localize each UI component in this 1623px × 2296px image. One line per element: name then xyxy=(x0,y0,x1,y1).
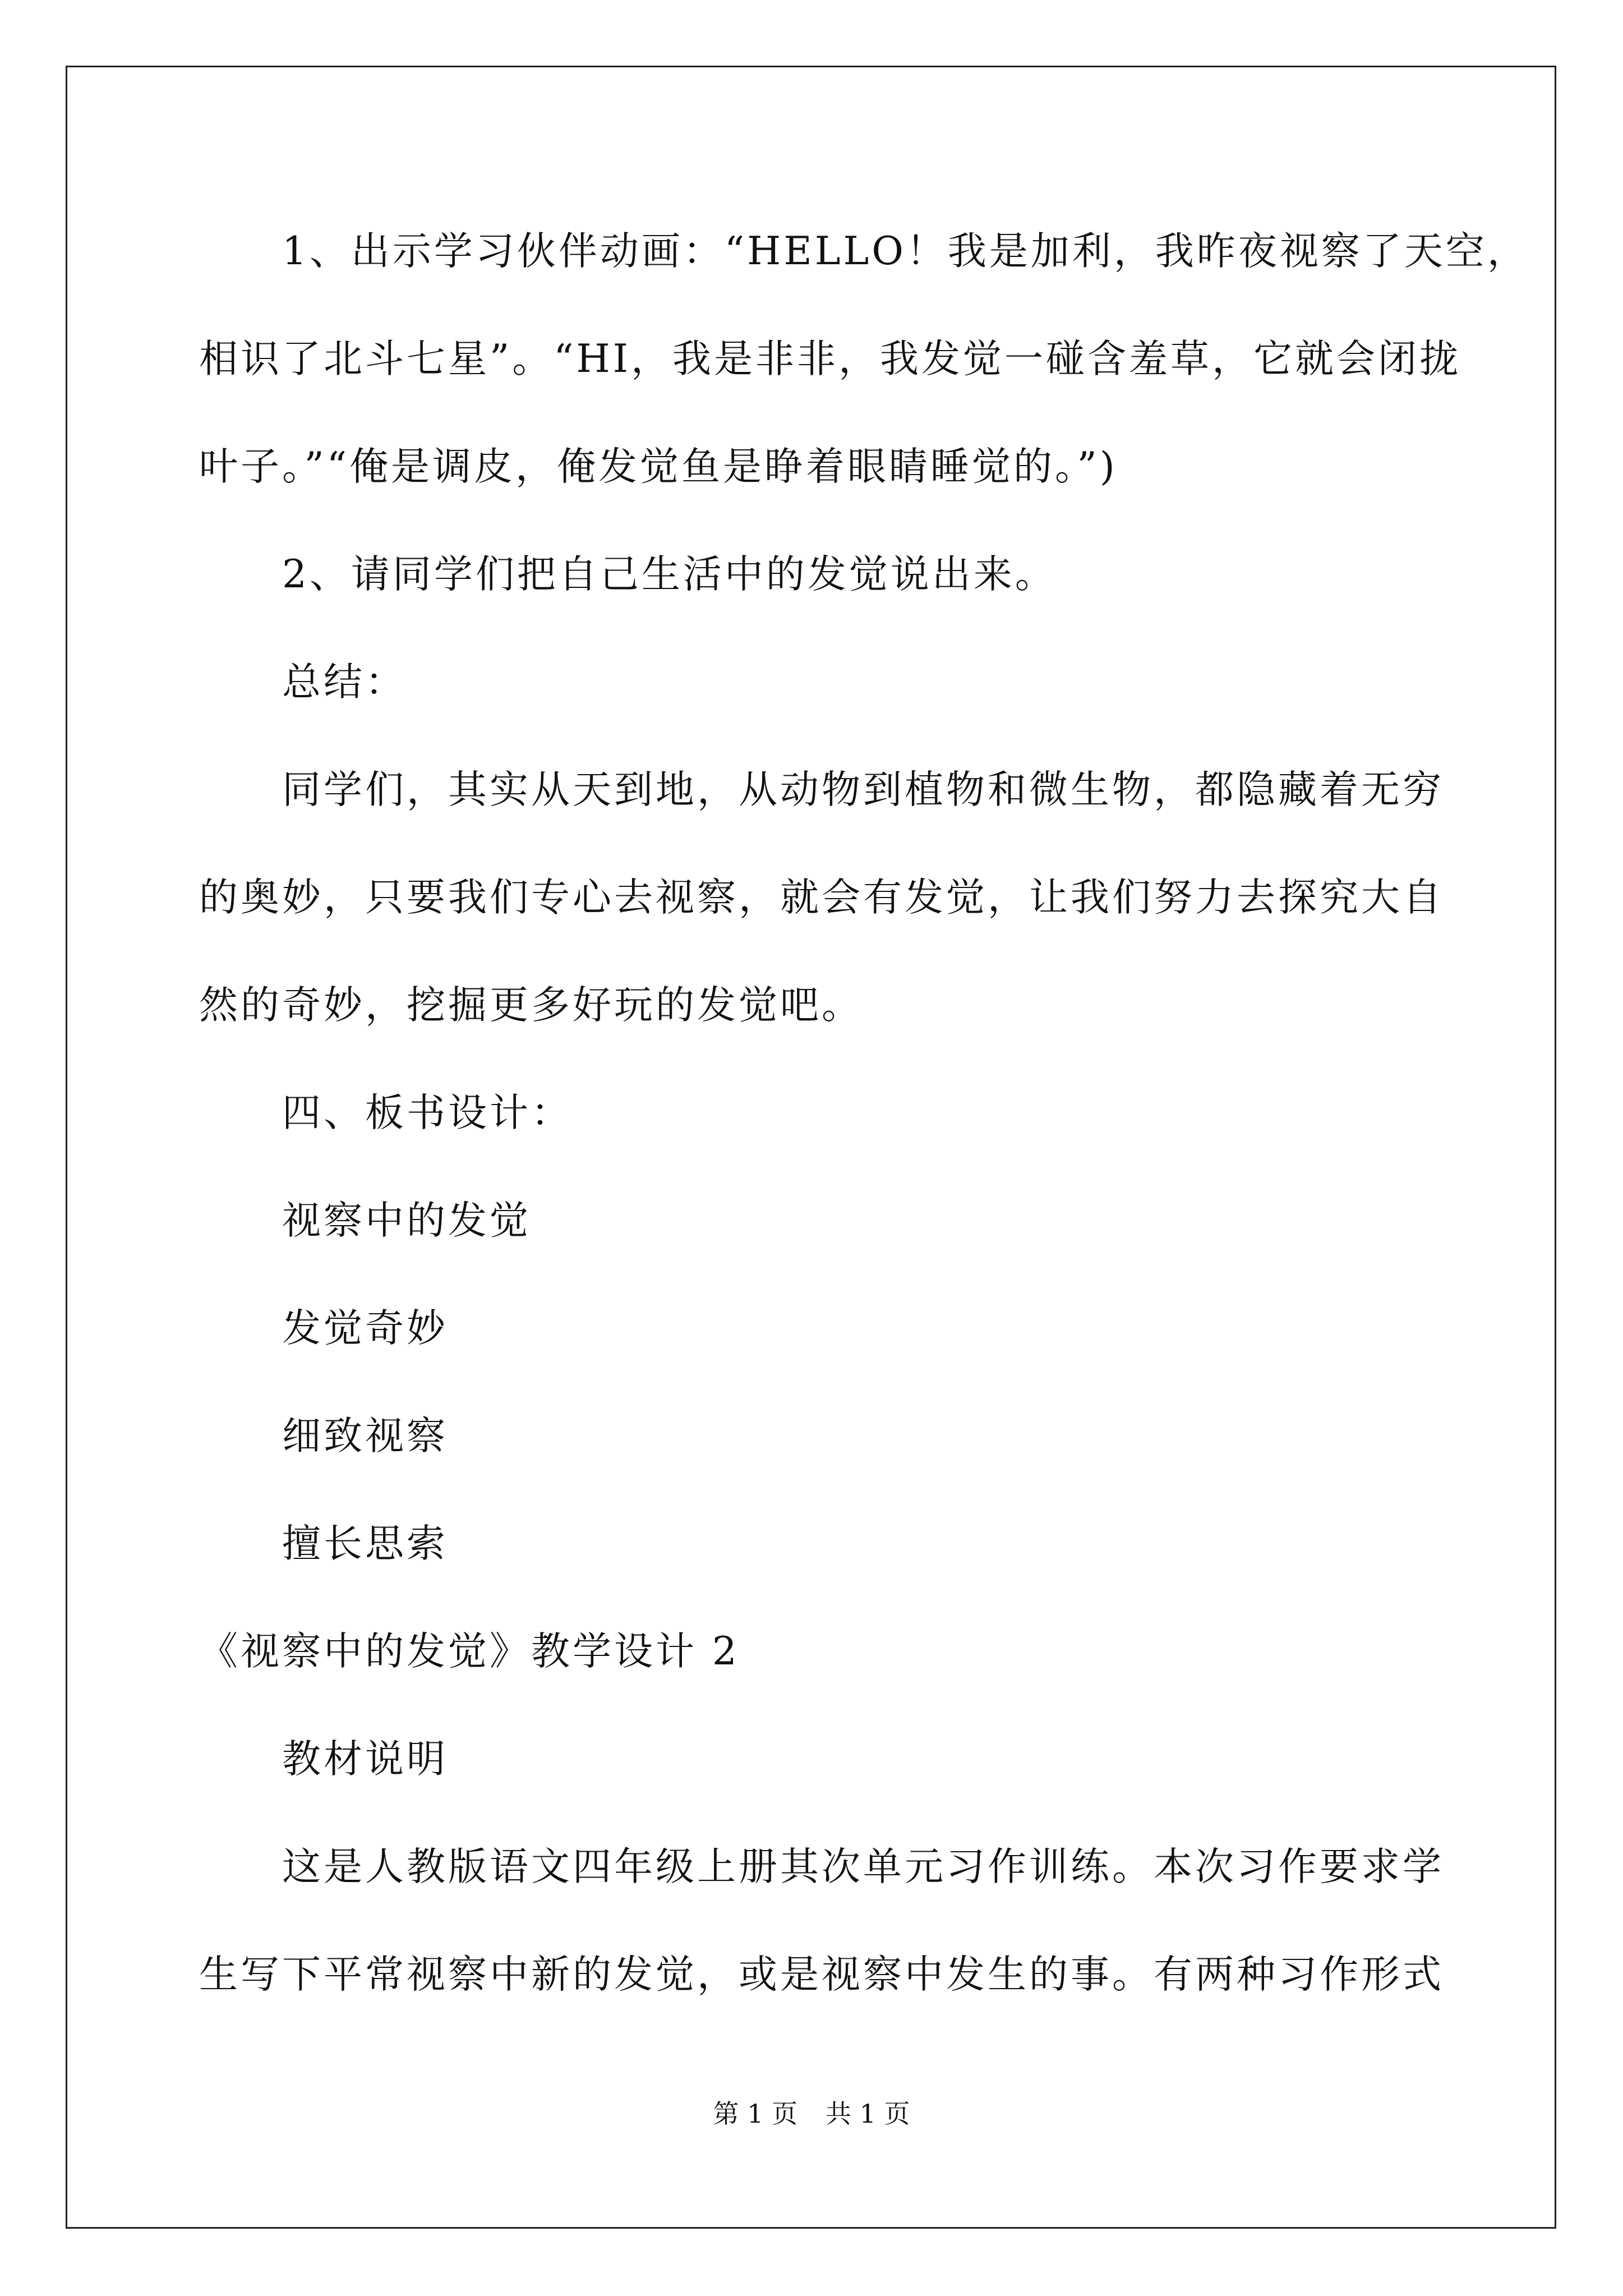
board-item: 发觉奇妙 xyxy=(282,1306,448,1351)
section-title: 《视察中的发觉》教学设计 2 xyxy=(199,1629,740,1674)
page-border xyxy=(66,66,1556,2229)
board-heading: 四、板书设计： xyxy=(282,1091,573,1135)
paragraph-line: 相识了北斗七星”。“HI，我是非非，我发觉一碰含羞草，它就会闭拢 xyxy=(199,337,1461,381)
page-footer xyxy=(0,2097,1623,2131)
paragraph-line: 同学们，其实从天到地，从动物到植物和微生物，都隐藏着无穷 xyxy=(282,767,1444,812)
board-item: 擅长思索 xyxy=(282,1521,448,1566)
paragraph-line: 2、请同学们把自己生活中的发觉说出来。 xyxy=(282,552,1057,597)
paragraph-line: 1、出示学习伙伴动画：“HELLO！我是加利，我昨夜视察了天空， xyxy=(282,229,1529,274)
paragraph-line: 的奥妙，只要我们专心去视察，就会有发觉，让我们努力去探究大自 xyxy=(199,875,1444,920)
material-heading: 教材说明 xyxy=(282,1737,448,1782)
page-total: 共 1 页 xyxy=(826,2099,910,2129)
board-item: 细致视察 xyxy=(282,1414,448,1458)
summary-heading: 总结： xyxy=(282,660,407,705)
paragraph-line: 生写下平常视察中新的发觉，或是视察中发生的事。有两种习作形式 xyxy=(199,1952,1444,1997)
paragraph-line: 然的奇妙，挖掘更多好玩的发觉吧。 xyxy=(199,983,863,1028)
page-number: 第 1 页 xyxy=(713,2099,797,2129)
paragraph-line: 叶子。”“俺是调皮，俺发觉鱼是睁着眼睛睡觉的。”) xyxy=(199,444,1118,489)
paragraph-line: 这是人教版语文四年级上册其次单元习作训练。本次习作要求学 xyxy=(282,1844,1444,1889)
board-item: 视察中的发觉 xyxy=(282,1198,531,1243)
